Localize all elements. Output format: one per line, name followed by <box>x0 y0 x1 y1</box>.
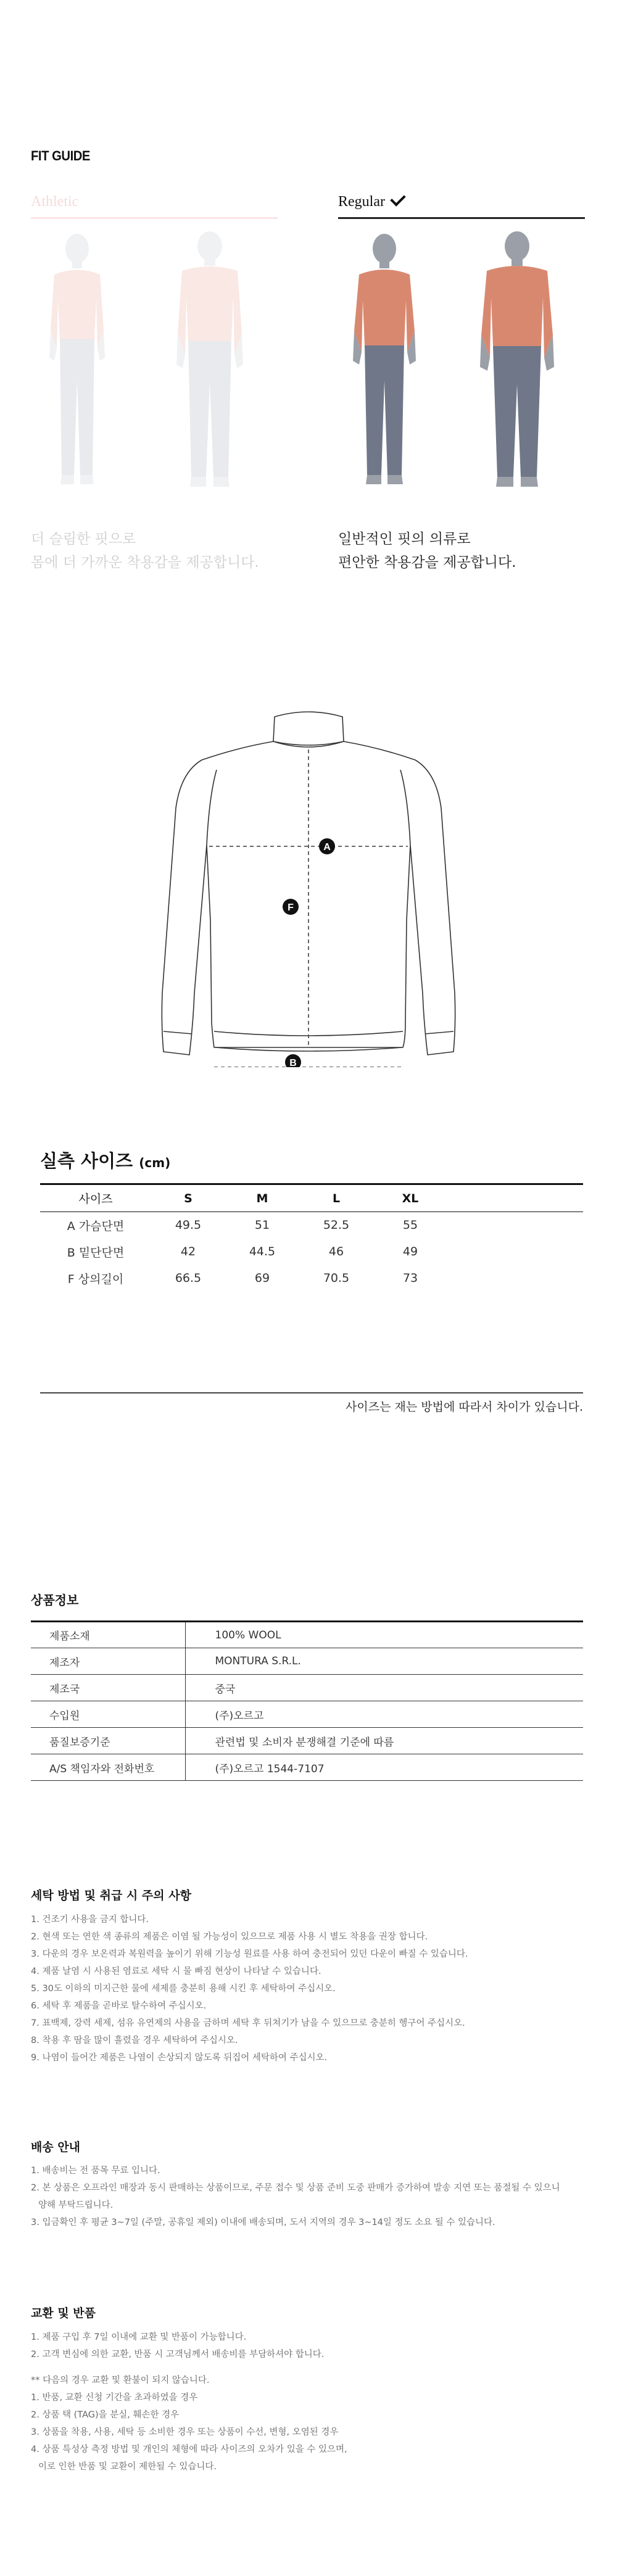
fit-desc-line: 더 슬림한 핏으로 <box>31 531 136 547</box>
table-row <box>40 1239 583 1265</box>
info-value: MONTURA S.R.L. <box>185 1648 583 1675</box>
marker-b-label: B <box>289 1058 297 1067</box>
fit-header-regular <box>338 191 585 219</box>
list-item: 3. 입금확인 후 평균 3~7일 (주말, 공휴일 제외) 이내에 배송되며, 도서 지역의 경우 3~14일 정도 소요 될 수 있습니다. <box>31 2218 495 2227</box>
size-spacer <box>447 1265 583 1292</box>
table-row <box>40 1265 583 1292</box>
regular-fit-illustration <box>338 231 585 503</box>
size-cell: 55 <box>402 1218 418 1232</box>
female-figure-icon <box>353 234 416 484</box>
list-item: ** 다음의 경우 교환 및 환불이 되지 않습니다. <box>31 2376 210 2385</box>
washing-list <box>31 1911 586 2066</box>
fit-guide-title: FIT GUIDE <box>31 148 90 163</box>
size-cell: 69 <box>254 1271 270 1285</box>
size-header-spacer <box>447 1184 583 1212</box>
info-value: (주)오르고 1544-7107 <box>185 1754 583 1781</box>
size-note: 사이즈는 재는 방법에 따라서 차이가 있습니다. <box>346 1400 583 1414</box>
info-value: 100% WOOL <box>185 1622 583 1648</box>
marker-a <box>319 838 335 854</box>
list-item: 2. 상품 택 (TAG)을 분실, 훼손한 경우 <box>31 2410 180 2420</box>
male-figure-icon <box>176 231 243 487</box>
size-row-name: F 상의길이 <box>67 1272 124 1286</box>
product-info-title: 상품정보 <box>31 1593 79 1608</box>
marker-b <box>285 1054 301 1067</box>
fit-option-regular <box>338 191 585 586</box>
list-item: 7. 표백제, 강력 세제, 섬유 유연제의 사용을 금하며 세탁 후 뒤쳐기가 남을 수 있으므로 충분히 헹구어 주십시오. <box>31 2018 465 2028</box>
female-figure-icon <box>49 234 105 484</box>
list-item: 2. 현색 또는 연한 색 종류의 제품은 이염 될 가능성이 있으므로 제품 사용 시 별도 착용을 권장 합니다. <box>31 1932 428 1942</box>
list-item: 5. 30도 이하의 미지근한 물에 세제를 충분히 용해 시킨 후 세탁하여 주십시오. <box>31 1984 336 1994</box>
size-cell: 49 <box>402 1245 418 1258</box>
info-value: 중국 <box>185 1675 583 1701</box>
male-figure-icon <box>480 231 554 487</box>
size-unit: (cm) <box>139 1155 171 1170</box>
list-item: 4. 제품 날염 시 사용된 염료로 세탁 시 물 빠짐 현상이 나타날 수 있습니다. <box>31 1967 321 1976</box>
fit-label-athletic: Athletic <box>31 194 79 210</box>
info-key: 제품소재 <box>31 1622 185 1648</box>
list-item: 이로 인한 반품 및 교환이 제한될 수 있습니다. <box>38 2462 217 2472</box>
fit-desc-athletic <box>31 527 259 574</box>
size-header-row <box>40 1184 583 1212</box>
table-row <box>31 1675 583 1701</box>
list-item: 1. 배송비는 전 품목 무료 입니다. <box>31 2166 160 2176</box>
exchange-list <box>31 2329 586 2475</box>
info-key: 제조자 <box>31 1648 185 1675</box>
shipping-title: 배송 안내 <box>31 2140 81 2154</box>
size-cell: 52.5 <box>323 1218 350 1232</box>
garment-measure-diagram <box>157 703 460 1067</box>
table-row <box>31 1622 583 1648</box>
marker-f <box>283 899 299 915</box>
size-header-l: L <box>299 1184 373 1212</box>
size-table-title <box>40 1147 170 1173</box>
size-cell: 49.5 <box>175 1218 202 1232</box>
info-value: 관련법 및 소비자 분쟁해결 기준에 따름 <box>185 1728 583 1754</box>
size-header-label: 사이즈 <box>40 1184 151 1212</box>
size-cell: 46 <box>328 1245 344 1258</box>
size-title-text: 실측 사이즈 <box>40 1150 133 1171</box>
exchange-title: 교환 및 반품 <box>31 2306 96 2320</box>
table-row <box>31 1754 583 1781</box>
size-header-s: S <box>151 1184 225 1212</box>
fit-desc-line: 편안한 착용감을 제공합니다. <box>338 555 516 571</box>
size-cell: 66.5 <box>175 1271 202 1285</box>
fit-header-athletic <box>31 191 278 219</box>
shipping-list <box>31 2162 586 2231</box>
fit-desc-line: 몸에 더 가까운 착용감을 제공합니다. <box>31 555 259 571</box>
list-item: 6. 세탁 후 제품을 곧바로 탈수하여 주십시오. <box>31 2001 207 2011</box>
table-row <box>31 1728 583 1754</box>
athletic-fit-illustration <box>31 231 278 503</box>
size-cell: 70.5 <box>323 1271 350 1285</box>
table-row <box>40 1212 583 1239</box>
size-spacer <box>447 1239 583 1265</box>
size-cell: 51 <box>254 1218 270 1232</box>
size-divider <box>40 1392 583 1393</box>
list-item: 4. 상품 특성상 측정 방법 및 개인의 체형에 따라 사이즈의 오차가 있을 수 있으며, <box>31 2445 347 2454</box>
fit-desc-line: 일반적인 핏의 의류로 <box>338 531 471 547</box>
size-spacer <box>447 1212 583 1239</box>
list-item: 1. 제품 구입 후 7일 이내에 교환 및 반품이 가능합니다. <box>31 2332 247 2342</box>
info-key: A/S 책임자와 전화번호 <box>31 1754 185 1781</box>
info-key: 품질보증기준 <box>31 1728 185 1754</box>
checkmark-icon <box>390 191 405 206</box>
table-row <box>31 1648 583 1675</box>
fit-desc-regular <box>338 527 516 574</box>
list-item: 8. 착용 후 땀을 많이 흘렸을 경우 세탁하여 주십시오. <box>31 2036 238 2046</box>
size-row-name: B 밑단단면 <box>67 1245 125 1260</box>
info-key: 수입원 <box>31 1701 185 1728</box>
list-item: 3. 상품을 착용, 사용, 세탁 등 소비한 경우 또는 상품이 수선, 변형, 오염된 경우 <box>31 2427 339 2437</box>
marker-a-label: A <box>323 842 331 852</box>
fit-label-regular-text: Regular <box>338 194 385 210</box>
info-key: 제조국 <box>31 1675 185 1701</box>
product-info-table <box>31 1620 583 1781</box>
size-header-m: M <box>225 1184 299 1212</box>
list-item: 3. 다운의 경우 보온력과 복원력을 높이기 위해 기능성 원료를 사용 하여 충전되어 있던 다운이 빠질 수 있습니다. <box>31 1949 468 1959</box>
list-item: 2. 고객 변심에 의한 교환, 반품 시 고객님께서 배송비를 부담하셔야 합니다. <box>31 2350 325 2359</box>
washing-title: 세탁 방법 및 취급 시 주의 사항 <box>31 1889 191 1902</box>
size-cell: 73 <box>402 1271 418 1285</box>
list-item: 1. 반품, 교환 신청 기간을 초과하였을 경우 <box>31 2393 198 2403</box>
list-item: 1. 건조기 사용을 금지 합니다. <box>31 1915 149 1925</box>
marker-f-label: F <box>288 902 294 913</box>
size-cell: 44.5 <box>249 1245 276 1258</box>
size-row-name: A 가슴단면 <box>67 1219 125 1233</box>
list-item: 2. 본 상품은 오프라인 매장과 동시 판매하는 상품이므로, 주문 접수 및 상품 준비 도중 판매가 증가하여 발송 지연 또는 품절될 수 있으니 <box>31 2183 560 2193</box>
info-value: (주)오르고 <box>185 1701 583 1728</box>
table-row <box>31 1701 583 1728</box>
fit-label-regular <box>338 194 405 210</box>
size-cell: 42 <box>180 1245 196 1258</box>
list-item: 양해 부탁드립니다. <box>38 2200 114 2210</box>
size-table <box>40 1183 583 1292</box>
fit-option-athletic <box>31 191 278 586</box>
size-header-xl: XL <box>373 1184 447 1212</box>
list-item: 9. 나염이 들어간 제품은 나염이 손상되지 않도록 뒤집어 세탁하여 주십시오. <box>31 2053 328 2063</box>
